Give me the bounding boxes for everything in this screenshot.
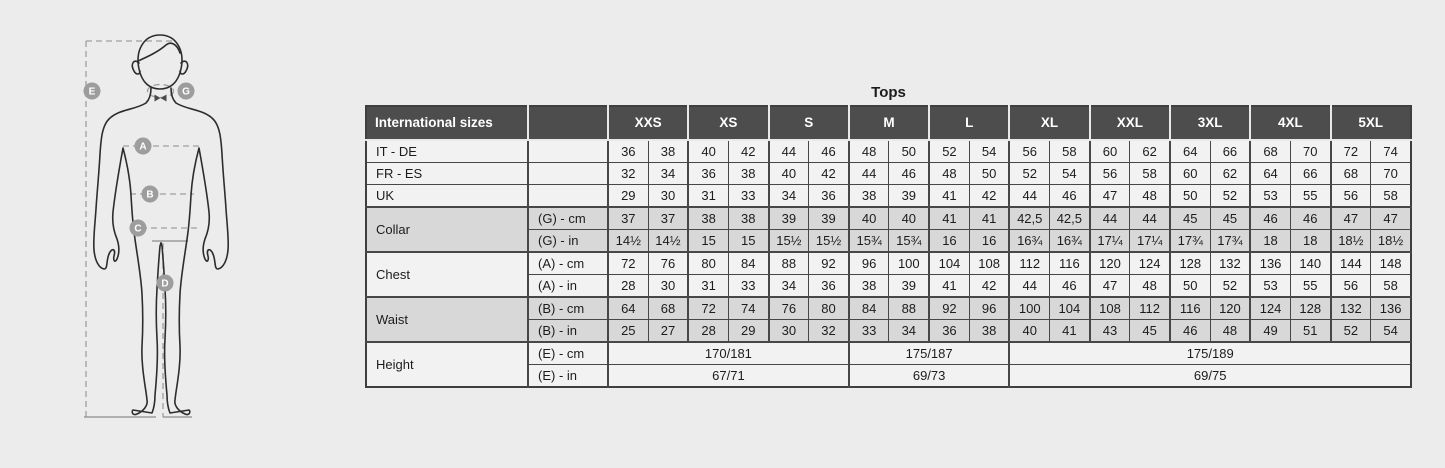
size-value-cell: 58	[1130, 163, 1170, 185]
size-value-cell: 39	[769, 207, 809, 230]
body-left-half	[94, 88, 161, 415]
size-value-cell: 50	[1170, 185, 1210, 208]
size-value-cell: 15½	[769, 230, 809, 253]
badge-C	[130, 220, 147, 237]
size-value-cell: 50	[969, 163, 1009, 185]
size-value-cell: 40	[688, 140, 728, 163]
size-value-cell: 52	[1210, 275, 1250, 298]
size-value-cell: 44	[1009, 275, 1049, 298]
size-value-cell: 128	[1170, 252, 1210, 275]
size-value-cell: 96	[849, 252, 889, 275]
size-value-cell: 92	[809, 252, 849, 275]
size-value-cell: 14½	[608, 230, 648, 253]
head-outline	[138, 35, 182, 89]
size-value-cell: 64	[1250, 163, 1290, 185]
row-sub-label	[528, 140, 608, 163]
badge-D-label: D	[161, 278, 169, 290]
size-column-header: 3XL	[1170, 106, 1250, 140]
size-value-cell: 116	[1170, 297, 1210, 320]
size-value-cell: 44	[849, 163, 889, 185]
size-value-cell: 108	[1090, 297, 1130, 320]
size-value-cell: 60	[1170, 163, 1210, 185]
table-row	[366, 252, 1411, 275]
size-value-cell: 56	[1331, 185, 1371, 208]
size-value-cell: 29	[728, 320, 768, 343]
size-value-cell: 100	[889, 252, 929, 275]
size-table-header	[366, 106, 1411, 140]
size-value-cell: 100	[1009, 297, 1049, 320]
size-value-cell: 44	[1009, 185, 1049, 208]
size-column-header: XXS	[608, 106, 688, 140]
header-row	[366, 106, 1411, 140]
size-value-cell: 45	[1170, 207, 1210, 230]
size-column-header: M	[849, 106, 929, 140]
size-value-cell: 124	[1130, 252, 1170, 275]
badge-E	[84, 83, 101, 100]
size-column-header: 5XL	[1331, 106, 1411, 140]
badge-B-label: B	[146, 189, 154, 201]
size-column-header: XL	[1009, 106, 1089, 140]
size-value-cell: 30	[648, 275, 688, 298]
size-value-cell: 56	[1090, 163, 1130, 185]
size-value-cell: 88	[889, 297, 929, 320]
size-value-cell: 36	[809, 185, 849, 208]
size-value-cell: 34	[769, 275, 809, 298]
size-value-cell: 42	[969, 185, 1009, 208]
size-value-cell: 36	[809, 275, 849, 298]
size-table-body	[366, 140, 1411, 387]
badge-A	[135, 138, 152, 155]
size-value-cell: 46	[889, 163, 929, 185]
size-value-cell: 69/73	[849, 365, 1010, 388]
size-value-cell: 80	[688, 252, 728, 275]
row-sub-label: (E) - in	[528, 365, 608, 388]
size-value-cell: 52	[929, 140, 969, 163]
size-value-cell: 47	[1331, 207, 1371, 230]
size-value-cell: 15	[688, 230, 728, 253]
size-value-cell: 62	[1130, 140, 1170, 163]
size-value-cell: 36	[608, 140, 648, 163]
badge-G-label: G	[182, 86, 190, 98]
size-value-cell: 18½	[1331, 230, 1371, 253]
size-value-cell: 42	[728, 140, 768, 163]
size-value-cell: 25	[608, 320, 648, 343]
size-value-cell: 41	[929, 275, 969, 298]
size-value-cell: 48	[849, 140, 889, 163]
size-value-cell: 49	[1250, 320, 1290, 343]
size-value-cell: 124	[1250, 297, 1290, 320]
size-column-header: S	[769, 106, 849, 140]
size-value-cell: 68	[1250, 140, 1290, 163]
body-outline	[94, 35, 229, 415]
size-value-cell: 120	[1210, 297, 1250, 320]
size-value-cell: 42	[969, 275, 1009, 298]
badge-G	[178, 83, 195, 100]
size-value-cell: 170/181	[608, 342, 849, 365]
size-value-cell: 52	[1331, 320, 1371, 343]
size-value-cell: 64	[1170, 140, 1210, 163]
size-value-cell: 53	[1250, 275, 1290, 298]
size-value-cell: 128	[1290, 297, 1330, 320]
size-value-cell: 104	[929, 252, 969, 275]
size-value-cell: 37	[648, 207, 688, 230]
size-column-header: L	[929, 106, 1009, 140]
size-value-cell: 175/187	[849, 342, 1010, 365]
size-value-cell: 33	[849, 320, 889, 343]
measurement-diagram	[0, 0, 330, 468]
size-column-header: XXL	[1090, 106, 1170, 140]
size-value-cell: 52	[1210, 185, 1250, 208]
row-sub-label: (A) - cm	[528, 252, 608, 275]
row-sub-label: (B) - cm	[528, 297, 608, 320]
size-value-cell: 18	[1250, 230, 1290, 253]
size-value-cell: 74	[728, 297, 768, 320]
size-table	[365, 105, 1412, 388]
size-value-cell: 72	[688, 297, 728, 320]
row-sub-label: (B) - in	[528, 320, 608, 343]
size-value-cell: 58	[1050, 140, 1090, 163]
size-value-cell: 69/75	[1009, 365, 1411, 388]
size-value-cell: 46	[809, 140, 849, 163]
table-row	[366, 140, 1411, 163]
size-value-cell: 68	[1331, 163, 1371, 185]
size-value-cell: 108	[969, 252, 1009, 275]
size-value-cell: 132	[1331, 297, 1371, 320]
row-label: Waist	[366, 297, 528, 342]
size-value-cell: 47	[1090, 185, 1130, 208]
size-value-cell: 38	[849, 185, 889, 208]
size-value-cell: 96	[969, 297, 1009, 320]
size-value-cell: 46	[1050, 185, 1090, 208]
size-value-cell: 67/71	[608, 365, 849, 388]
size-value-cell: 38	[648, 140, 688, 163]
row-sub-label	[528, 185, 608, 208]
size-value-cell: 148	[1371, 252, 1411, 275]
body-right-half	[161, 88, 228, 415]
hair-line	[138, 43, 180, 61]
size-value-cell: 15½	[809, 230, 849, 253]
size-value-cell: 38	[728, 207, 768, 230]
size-value-cell: 41	[929, 207, 969, 230]
size-value-cell: 144	[1331, 252, 1371, 275]
table-row	[366, 207, 1411, 230]
size-value-cell: 58	[1371, 275, 1411, 298]
size-value-cell: 132	[1210, 252, 1250, 275]
size-value-cell: 46	[1250, 207, 1290, 230]
size-value-cell: 51	[1290, 320, 1330, 343]
size-value-cell: 42,5	[1050, 207, 1090, 230]
size-value-cell: 41	[1050, 320, 1090, 343]
size-table-section	[365, 84, 1412, 388]
size-value-cell: 16	[969, 230, 1009, 253]
size-value-cell: 38	[849, 275, 889, 298]
size-value-cell: 40	[849, 207, 889, 230]
measure-badges	[84, 83, 195, 292]
size-value-cell: 66	[1290, 163, 1330, 185]
size-value-cell: 27	[648, 320, 688, 343]
size-value-cell: 17¾	[1210, 230, 1250, 253]
size-value-cell: 45	[1130, 320, 1170, 343]
empty-header-cell	[528, 106, 608, 140]
size-value-cell: 55	[1290, 185, 1330, 208]
size-value-cell: 44	[1090, 207, 1130, 230]
size-value-cell: 30	[648, 185, 688, 208]
size-value-cell: 53	[1250, 185, 1290, 208]
size-value-cell: 17¾	[1170, 230, 1210, 253]
size-value-cell: 136	[1371, 297, 1411, 320]
row-label: IT - DE	[366, 140, 528, 163]
size-value-cell: 56	[1331, 275, 1371, 298]
corner-header: International sizes	[366, 106, 528, 140]
size-value-cell: 36	[929, 320, 969, 343]
size-value-cell: 92	[929, 297, 969, 320]
badge-B	[142, 186, 159, 203]
size-value-cell: 48	[1210, 320, 1250, 343]
size-value-cell: 175/189	[1009, 342, 1411, 365]
size-value-cell: 84	[849, 297, 889, 320]
size-value-cell: 39	[889, 185, 929, 208]
size-value-cell: 46	[1170, 320, 1210, 343]
size-value-cell: 116	[1050, 252, 1090, 275]
size-value-cell: 38	[969, 320, 1009, 343]
size-value-cell: 72	[608, 252, 648, 275]
size-value-cell: 50	[1170, 275, 1210, 298]
size-value-cell: 70	[1371, 163, 1411, 185]
size-value-cell: 41	[969, 207, 1009, 230]
size-value-cell: 45	[1210, 207, 1250, 230]
size-value-cell: 29	[608, 185, 648, 208]
size-value-cell: 30	[769, 320, 809, 343]
size-value-cell: 66	[1210, 140, 1250, 163]
size-value-cell: 31	[688, 275, 728, 298]
size-value-cell: 80	[809, 297, 849, 320]
size-value-cell: 72	[1331, 140, 1371, 163]
size-value-cell: 120	[1090, 252, 1130, 275]
row-sub-label: (E) - cm	[528, 342, 608, 365]
size-value-cell: 50	[889, 140, 929, 163]
row-sub-label: (A) - in	[528, 275, 608, 298]
size-value-cell: 60	[1090, 140, 1130, 163]
size-value-cell: 34	[889, 320, 929, 343]
size-value-cell: 33	[728, 275, 768, 298]
table-row	[366, 163, 1411, 185]
size-value-cell: 46	[1050, 275, 1090, 298]
size-value-cell: 64	[608, 297, 648, 320]
size-value-cell: 48	[1130, 275, 1170, 298]
row-label: Height	[366, 342, 528, 387]
size-value-cell: 42	[809, 163, 849, 185]
row-label: FR - ES	[366, 163, 528, 185]
size-value-cell: 40	[889, 207, 929, 230]
size-value-cell: 84	[728, 252, 768, 275]
badge-D	[157, 275, 174, 292]
size-value-cell: 34	[648, 163, 688, 185]
size-value-cell: 15	[728, 230, 768, 253]
size-value-cell: 52	[1009, 163, 1049, 185]
size-value-cell: 15¾	[889, 230, 929, 253]
row-sub-label	[528, 163, 608, 185]
size-value-cell: 36	[688, 163, 728, 185]
size-value-cell: 47	[1371, 207, 1411, 230]
row-sub-label: (G) - in	[528, 230, 608, 253]
row-sub-label: (G) - cm	[528, 207, 608, 230]
size-value-cell: 38	[688, 207, 728, 230]
size-value-cell: 48	[929, 163, 969, 185]
size-value-cell: 46	[1290, 207, 1330, 230]
size-value-cell: 38	[728, 163, 768, 185]
badge-A-label: A	[139, 141, 147, 153]
size-value-cell: 44	[769, 140, 809, 163]
size-value-cell: 43	[1090, 320, 1130, 343]
row-label: UK	[366, 185, 528, 208]
size-value-cell: 34	[769, 185, 809, 208]
size-value-cell: 15¾	[849, 230, 889, 253]
table-title: Tops	[871, 84, 906, 101]
size-value-cell: 33	[728, 185, 768, 208]
size-value-cell: 47	[1090, 275, 1130, 298]
size-value-cell: 54	[1371, 320, 1411, 343]
size-value-cell: 76	[769, 297, 809, 320]
size-value-cell: 16	[929, 230, 969, 253]
size-value-cell: 54	[1050, 163, 1090, 185]
size-value-cell: 31	[688, 185, 728, 208]
size-value-cell: 88	[769, 252, 809, 275]
size-value-cell: 14½	[648, 230, 688, 253]
size-value-cell: 68	[648, 297, 688, 320]
size-value-cell: 17¼	[1090, 230, 1130, 253]
size-value-cell: 18	[1290, 230, 1330, 253]
row-label: Collar	[366, 207, 528, 252]
size-value-cell: 40	[1009, 320, 1049, 343]
badge-E-label: E	[88, 86, 96, 98]
size-value-cell: 48	[1130, 185, 1170, 208]
table-row	[366, 297, 1411, 320]
size-value-cell: 56	[1009, 140, 1049, 163]
size-value-cell: 40	[769, 163, 809, 185]
size-value-cell: 76	[648, 252, 688, 275]
size-value-cell: 39	[809, 207, 849, 230]
size-value-cell: 41	[929, 185, 969, 208]
size-column-header: 4XL	[1250, 106, 1330, 140]
size-value-cell: 16¾	[1009, 230, 1049, 253]
size-value-cell: 18½	[1371, 230, 1411, 253]
collar-bow	[155, 95, 167, 102]
size-value-cell: 112	[1009, 252, 1049, 275]
size-value-cell: 104	[1050, 297, 1090, 320]
size-value-cell: 136	[1250, 252, 1290, 275]
size-value-cell: 39	[889, 275, 929, 298]
size-value-cell: 44	[1130, 207, 1170, 230]
table-row	[366, 342, 1411, 365]
badge-C-label: C	[134, 223, 142, 235]
size-value-cell: 32	[608, 163, 648, 185]
size-value-cell: 17¼	[1130, 230, 1170, 253]
size-value-cell: 37	[608, 207, 648, 230]
size-value-cell: 70	[1290, 140, 1330, 163]
size-value-cell: 32	[809, 320, 849, 343]
table-row	[366, 185, 1411, 208]
size-value-cell: 28	[688, 320, 728, 343]
row-label: Chest	[366, 252, 528, 297]
size-value-cell: 28	[608, 275, 648, 298]
size-value-cell: 58	[1371, 185, 1411, 208]
size-value-cell: 112	[1130, 297, 1170, 320]
size-column-header: XS	[688, 106, 768, 140]
size-value-cell: 55	[1290, 275, 1330, 298]
size-value-cell: 16¾	[1050, 230, 1090, 253]
size-value-cell: 42,5	[1009, 207, 1049, 230]
size-value-cell: 140	[1290, 252, 1330, 275]
size-value-cell: 62	[1210, 163, 1250, 185]
size-value-cell: 74	[1371, 140, 1411, 163]
size-value-cell: 54	[969, 140, 1009, 163]
